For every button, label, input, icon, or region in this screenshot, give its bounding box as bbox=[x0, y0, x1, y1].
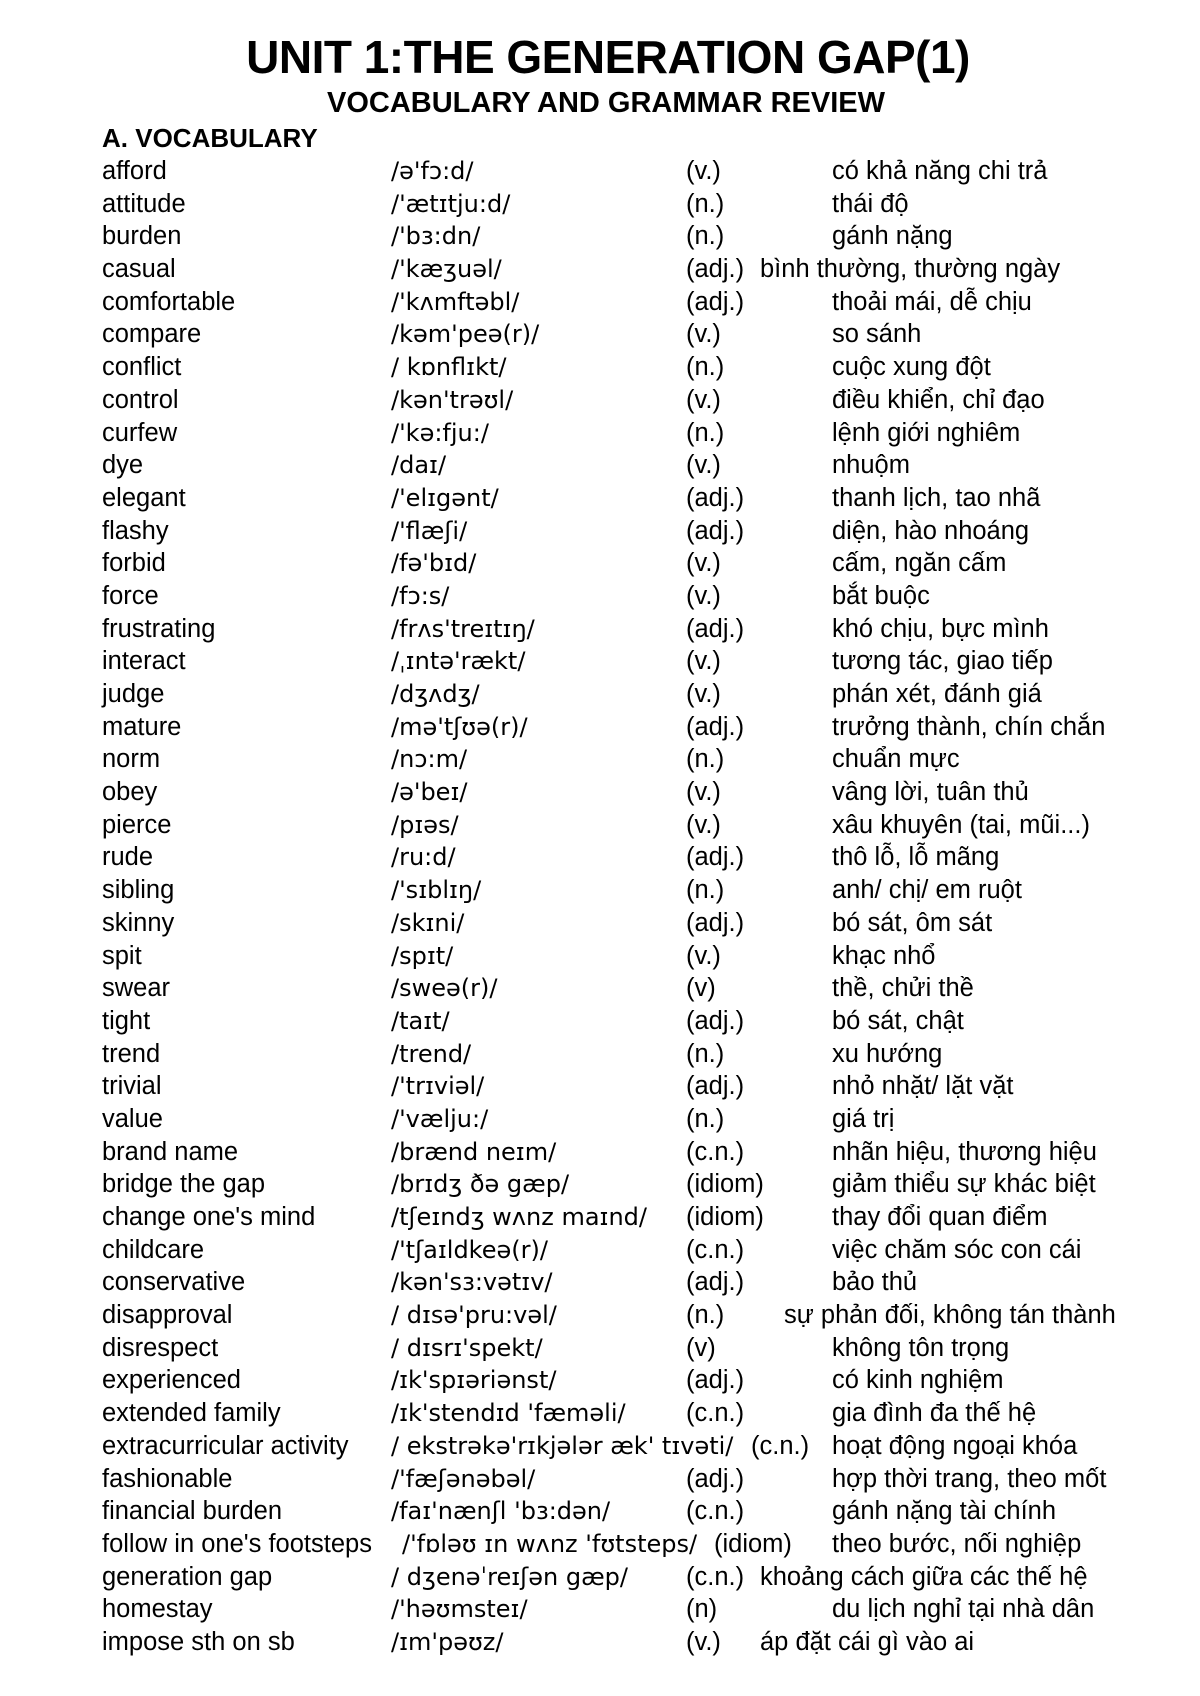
vocab-word: disrespect bbox=[102, 1333, 219, 1362]
vocab-word: obey bbox=[102, 778, 158, 807]
vocab-row bbox=[0, 1201, 1200, 1234]
vocab-row bbox=[0, 841, 1200, 874]
vocab-pronunciation: /kəm'peə(r)/ bbox=[391, 320, 540, 349]
vocab-word: skinny bbox=[102, 908, 175, 937]
vocab-row bbox=[0, 1332, 1200, 1365]
vocab-part-of-speech: (adj.) bbox=[686, 1006, 745, 1035]
vocab-part-of-speech: (c.n.) bbox=[686, 1562, 745, 1591]
vocab-word: swear bbox=[102, 974, 171, 1003]
vocab-part-of-speech: (n.) bbox=[686, 222, 725, 251]
vocab-pronunciation: /ˌɪntə'rækt/ bbox=[391, 647, 526, 676]
vocab-pronunciation: /fɔ:s/ bbox=[391, 581, 450, 610]
vocab-row bbox=[0, 253, 1200, 286]
vocab-meaning: gia đình đa thế hệ bbox=[832, 1399, 1037, 1428]
vocab-row bbox=[0, 449, 1200, 482]
vocab-part-of-speech: (n.) bbox=[686, 418, 725, 447]
vocab-word: sibling bbox=[102, 876, 175, 905]
vocab-part-of-speech: (c.n.) bbox=[686, 1235, 745, 1264]
vocab-pronunciation: /kən'trəʊl/ bbox=[391, 385, 514, 414]
vocab-meaning: so sánh bbox=[832, 320, 922, 349]
vocab-meaning: chuẩn mực bbox=[832, 745, 960, 774]
vocab-word: interact bbox=[102, 647, 186, 676]
vocab-meaning: việc chăm sóc con cái bbox=[832, 1235, 1082, 1264]
vocab-meaning: thanh lịch, tao nhã bbox=[832, 483, 1041, 512]
vocab-row bbox=[0, 1168, 1200, 1201]
vocab-meaning: gánh nặng tài chính bbox=[832, 1497, 1057, 1526]
vocab-part-of-speech: (v.) bbox=[686, 157, 721, 185]
vocab-pronunciation: /'sɪblɪŋ/ bbox=[391, 876, 482, 905]
vocab-word: compare bbox=[102, 320, 202, 349]
vocab-pronunciation: / dɪsə'pru:vəl/ bbox=[391, 1301, 557, 1330]
vocab-pronunciation: /'kʌmftəbl/ bbox=[391, 287, 520, 316]
vocab-pronunciation: /ə'fɔ:d/ bbox=[391, 157, 474, 185]
vocab-word: conflict bbox=[102, 353, 182, 382]
vocab-row bbox=[0, 220, 1200, 253]
vocab-part-of-speech: (v.) bbox=[686, 549, 721, 578]
vocab-meaning: bó sát, chật bbox=[832, 1006, 964, 1035]
vocab-pronunciation: /brɪdʒ ðə gæp/ bbox=[391, 1170, 570, 1199]
vocab-word: generation gap bbox=[102, 1562, 273, 1591]
vocab-row bbox=[0, 1005, 1200, 1038]
vocab-part-of-speech: (adj.) bbox=[686, 1072, 745, 1101]
vocab-meaning: lệnh giới nghiêm bbox=[832, 418, 1021, 447]
vocab-row bbox=[0, 1626, 1200, 1659]
vocab-meaning: xâu khuyên (tai, mũi...) bbox=[832, 810, 1090, 839]
vocab-row bbox=[0, 1136, 1200, 1169]
vocab-part-of-speech: (c.n.) bbox=[751, 1431, 810, 1460]
vocab-row bbox=[0, 874, 1200, 907]
vocab-pronunciation: /'fɒləʊ ɪn wʌnz 'fʊtsteps/ bbox=[402, 1529, 698, 1558]
vocab-part-of-speech: (idiom) bbox=[686, 1203, 764, 1231]
vocab-row bbox=[0, 1463, 1200, 1496]
vocab-row bbox=[0, 678, 1200, 711]
vocab-part-of-speech: (adj.) bbox=[686, 516, 745, 545]
vocab-pronunciation: / kɒnflɪkt/ bbox=[391, 353, 507, 382]
vocab-meaning: trưởng thành, chín chắn bbox=[832, 712, 1106, 741]
vocab-word: extended family bbox=[102, 1399, 281, 1428]
vocab-pronunciation: /faɪ'nænʃl 'bɜ:dən/ bbox=[391, 1497, 611, 1526]
vocab-pronunciation: /'ætɪtju:d/ bbox=[391, 189, 511, 218]
vocab-meaning: thô lỗ, lỗ mãng bbox=[832, 843, 1000, 872]
vocab-meaning: khó chịu, bực mình bbox=[832, 614, 1049, 643]
vocab-word: force bbox=[102, 581, 159, 610]
vocab-meaning: bắt buộc bbox=[832, 581, 930, 610]
vocab-meaning: diện, hào nhoáng bbox=[832, 516, 1030, 545]
vocab-row bbox=[0, 1266, 1200, 1299]
vocab-part-of-speech: (n.) bbox=[686, 745, 725, 774]
vocab-row bbox=[0, 318, 1200, 351]
page-subtitle: VOCABULARY AND GRAMMAR REVIEW bbox=[327, 87, 885, 119]
vocab-part-of-speech: (adj.) bbox=[686, 287, 745, 316]
vocab-word: change one's mind bbox=[102, 1203, 316, 1231]
vocab-part-of-speech: (v) bbox=[686, 974, 716, 1003]
vocab-part-of-speech: (adj.) bbox=[686, 483, 745, 512]
vocab-pronunciation: /nɔ:m/ bbox=[391, 745, 468, 774]
vocab-row bbox=[0, 907, 1200, 940]
vocab-word: childcare bbox=[102, 1235, 205, 1264]
vocab-word: afford bbox=[102, 157, 167, 185]
vocab-meaning: sự phản đối, không tán thành bbox=[784, 1301, 1116, 1330]
vocab-meaning: nhuộm bbox=[832, 451, 910, 480]
vocab-meaning: điều khiển, chỉ đạo bbox=[832, 385, 1045, 414]
vocab-pronunciation: /'vælju:/ bbox=[391, 1104, 489, 1133]
vocab-word: trend bbox=[102, 1039, 161, 1068]
vocab-meaning: khoảng cách giữa các thế hệ bbox=[760, 1562, 1088, 1591]
vocab-word: casual bbox=[102, 255, 176, 284]
vocab-word: value bbox=[102, 1104, 163, 1133]
vocab-pronunciation: /sweə(r)/ bbox=[391, 974, 498, 1003]
vocab-meaning: gánh nặng bbox=[832, 222, 953, 251]
vocab-pronunciation: /'elɪgənt/ bbox=[391, 483, 499, 512]
vocab-word: trivial bbox=[102, 1072, 162, 1101]
vocab-meaning: thay đổi quan điểm bbox=[832, 1203, 1048, 1231]
vocab-part-of-speech: (v.) bbox=[686, 680, 721, 708]
vocab-word: norm bbox=[102, 745, 161, 774]
vocab-part-of-speech: (c.n.) bbox=[686, 1137, 745, 1166]
vocab-row bbox=[0, 188, 1200, 221]
vocab-row bbox=[0, 711, 1200, 744]
vocab-meaning: giá trị bbox=[832, 1104, 895, 1133]
vocab-pronunciation: /'kæʒuəl/ bbox=[391, 255, 502, 284]
vocab-row bbox=[0, 417, 1200, 450]
vocab-pronunciation: /ɪk'spɪəriənst/ bbox=[391, 1366, 557, 1395]
vocab-pronunciation: /'trɪviəl/ bbox=[391, 1072, 485, 1101]
vocab-meaning: thái độ bbox=[832, 189, 909, 218]
vocab-meaning: áp đặt cái gì vào ai bbox=[760, 1627, 975, 1656]
vocab-part-of-speech: (adj.) bbox=[686, 255, 745, 284]
vocab-part-of-speech: (v.) bbox=[686, 941, 721, 970]
vocab-pronunciation: /'tʃaɪldkeə(r)/ bbox=[391, 1235, 548, 1264]
vocab-pronunciation: /dʒʌdʒ/ bbox=[391, 680, 480, 708]
vocab-pronunciation: /'kə:fju:/ bbox=[391, 418, 489, 447]
vocab-pronunciation: /taɪt/ bbox=[391, 1006, 450, 1035]
vocab-word: bridge the gap bbox=[102, 1170, 266, 1199]
vocab-row bbox=[0, 515, 1200, 548]
vocab-meaning: bảo thủ bbox=[832, 1268, 918, 1297]
vocab-part-of-speech: (adj.) bbox=[686, 843, 745, 872]
vocab-row bbox=[0, 1593, 1200, 1626]
vocab-part-of-speech: (adj.) bbox=[686, 1464, 745, 1493]
vocab-part-of-speech: (adj.) bbox=[686, 1366, 745, 1395]
vocab-row bbox=[0, 1495, 1200, 1528]
vocab-meaning: cuộc xung đột bbox=[832, 353, 991, 382]
vocab-meaning: vâng lời, tuân thủ bbox=[832, 778, 1029, 807]
vocab-meaning: có khả năng chi trả bbox=[832, 157, 1048, 185]
vocab-row bbox=[0, 384, 1200, 417]
vocab-row bbox=[0, 286, 1200, 319]
vocab-row bbox=[0, 155, 1200, 188]
vocab-row bbox=[0, 351, 1200, 384]
vocab-row bbox=[0, 547, 1200, 580]
vocab-meaning: nhỏ nhặt/ lặt vặt bbox=[832, 1072, 1014, 1101]
vocab-part-of-speech: (v.) bbox=[686, 1627, 721, 1656]
vocab-pronunciation: /ru:d/ bbox=[391, 843, 456, 872]
vocab-word: tight bbox=[102, 1006, 151, 1035]
vocab-word: impose sth on sb bbox=[102, 1627, 295, 1656]
vocab-pronunciation: /ɪm'pəʊz/ bbox=[391, 1627, 504, 1656]
vocab-pronunciation: /'flæʃi/ bbox=[391, 516, 468, 545]
vocab-part-of-speech: (n) bbox=[686, 1595, 718, 1624]
vocab-word: forbid bbox=[102, 549, 166, 578]
vocab-part-of-speech: (n.) bbox=[686, 353, 725, 382]
vocab-part-of-speech: (n.) bbox=[686, 189, 725, 218]
vocab-row bbox=[0, 1561, 1200, 1594]
vocab-pronunciation: / ekstrəkə'rɪkjələr æk' tɪvəti/ bbox=[391, 1431, 734, 1460]
vocab-word: brand name bbox=[102, 1137, 239, 1166]
vocab-meaning: không tôn trọng bbox=[832, 1333, 1010, 1362]
vocab-meaning: tương tác, giao tiếp bbox=[832, 647, 1053, 676]
vocab-row bbox=[0, 1299, 1200, 1332]
vocab-pronunciation: /skɪni/ bbox=[391, 908, 465, 937]
vocab-meaning: bình thường, thường ngày bbox=[760, 255, 1061, 284]
vocab-word: experienced bbox=[102, 1366, 241, 1395]
vocab-meaning: cấm, ngăn cấm bbox=[832, 549, 1007, 578]
vocab-word: comfortable bbox=[102, 287, 236, 316]
vocab-word: flashy bbox=[102, 516, 169, 545]
vocab-part-of-speech: (v.) bbox=[686, 385, 721, 414]
vocab-word: conservative bbox=[102, 1268, 246, 1297]
vocab-part-of-speech: (adj.) bbox=[686, 908, 745, 937]
vocab-pronunciation: / dɪsrɪ'spekt/ bbox=[391, 1333, 543, 1362]
vocab-part-of-speech: (n.) bbox=[686, 876, 725, 905]
vocab-word: burden bbox=[102, 222, 182, 251]
vocab-row bbox=[0, 1364, 1200, 1397]
vocab-part-of-speech: (idiom) bbox=[714, 1529, 792, 1558]
vocab-meaning: thoải mái, dễ chịu bbox=[832, 287, 1032, 316]
vocab-row bbox=[0, 1038, 1200, 1071]
vocab-meaning: hoạt động ngoại khóa bbox=[832, 1431, 1078, 1460]
vocab-pronunciation: /tʃeɪndʒ wʌnz maɪnd/ bbox=[391, 1203, 647, 1231]
vocab-row bbox=[0, 940, 1200, 973]
vocab-word: mature bbox=[102, 712, 182, 741]
vocab-part-of-speech: (adj.) bbox=[686, 614, 745, 643]
vocab-part-of-speech: (v.) bbox=[686, 581, 721, 610]
vocab-part-of-speech: (n.) bbox=[686, 1104, 725, 1133]
vocab-part-of-speech: (v.) bbox=[686, 320, 721, 349]
vocab-pronunciation: /spɪt/ bbox=[391, 941, 454, 970]
vocab-row bbox=[0, 1070, 1200, 1103]
vocab-pronunciation: /'bɜ:dn/ bbox=[391, 222, 481, 251]
vocab-part-of-speech: (v.) bbox=[686, 647, 721, 676]
vocab-word: extracurricular activity bbox=[102, 1431, 349, 1460]
vocab-row bbox=[0, 1397, 1200, 1430]
vocab-row bbox=[0, 645, 1200, 678]
vocab-word: fashionable bbox=[102, 1464, 233, 1493]
vocab-meaning: phán xét, đánh giá bbox=[832, 680, 1042, 708]
vocab-pronunciation: /'həʊmsteɪ/ bbox=[391, 1595, 528, 1624]
vocab-part-of-speech: (c.n.) bbox=[686, 1399, 745, 1428]
vocab-pronunciation: /trend/ bbox=[391, 1039, 472, 1068]
vocab-pronunciation: /kən'sɜ:vətɪv/ bbox=[391, 1268, 553, 1297]
vocab-word: elegant bbox=[102, 483, 186, 512]
vocab-meaning: khạc nhổ bbox=[832, 941, 936, 970]
vocab-word: judge bbox=[102, 680, 165, 708]
vocab-part-of-speech: (v.) bbox=[686, 778, 721, 807]
vocab-part-of-speech: (adj.) bbox=[686, 1268, 745, 1297]
vocab-part-of-speech: (c.n.) bbox=[686, 1497, 745, 1526]
vocab-row bbox=[0, 613, 1200, 646]
vocab-part-of-speech: (n.) bbox=[686, 1301, 725, 1330]
vocab-pronunciation: /ə'beɪ/ bbox=[391, 778, 468, 807]
vocab-pronunciation: /brænd neɪm/ bbox=[391, 1137, 557, 1166]
vocab-pronunciation: /mə'tʃʊə(r)/ bbox=[391, 712, 528, 741]
vocab-part-of-speech: (v) bbox=[686, 1333, 716, 1362]
vocab-row bbox=[0, 972, 1200, 1005]
vocab-word: homestay bbox=[102, 1595, 213, 1624]
vocab-meaning: du lịch nghỉ tại nhà dân bbox=[832, 1595, 1095, 1624]
vocab-row bbox=[0, 1430, 1200, 1463]
vocab-word: rude bbox=[102, 843, 154, 872]
vocab-part-of-speech: (v.) bbox=[686, 451, 721, 480]
vocab-meaning: theo bước, nối nghiệp bbox=[832, 1529, 1082, 1558]
vocab-meaning: có kinh nghiệm bbox=[832, 1366, 1004, 1395]
vocab-part-of-speech: (n.) bbox=[686, 1039, 725, 1068]
vocab-row bbox=[0, 580, 1200, 613]
vocab-part-of-speech: (v.) bbox=[686, 810, 721, 839]
vocab-word: frustrating bbox=[102, 614, 216, 643]
vocab-pronunciation: /fə'bɪd/ bbox=[391, 549, 477, 578]
vocab-row bbox=[0, 776, 1200, 809]
vocab-meaning: giảm thiểu sự khác biệt bbox=[832, 1170, 1096, 1199]
vocab-pronunciation: /'fæʃənəbəl/ bbox=[391, 1464, 536, 1493]
vocab-word: financial burden bbox=[102, 1497, 283, 1526]
vocab-word: spit bbox=[102, 941, 142, 970]
vocab-pronunciation: / dʒenəˈreɪʃən gæp/ bbox=[391, 1562, 628, 1591]
vocab-meaning: anh/ chị/ em ruột bbox=[832, 876, 1022, 905]
vocabulary-list bbox=[0, 155, 1200, 1659]
vocab-pronunciation: /frʌs'treɪtɪŋ/ bbox=[391, 614, 535, 643]
vocab-word: disapproval bbox=[102, 1301, 233, 1330]
vocab-row bbox=[0, 1234, 1200, 1267]
vocab-meaning: xu hướng bbox=[832, 1039, 943, 1068]
vocab-row bbox=[0, 809, 1200, 842]
vocab-row bbox=[0, 1528, 1200, 1561]
vocab-word: curfew bbox=[102, 418, 178, 447]
vocab-word: dye bbox=[102, 451, 144, 480]
vocab-pronunciation: /ɪk'stendɪd 'fæməli/ bbox=[391, 1399, 626, 1428]
vocab-pronunciation: /pɪəs/ bbox=[391, 810, 459, 839]
vocab-word: attitude bbox=[102, 189, 186, 218]
vocab-row bbox=[0, 482, 1200, 515]
vocab-part-of-speech: (idiom) bbox=[686, 1170, 764, 1199]
vocab-word: follow in one's footsteps bbox=[102, 1529, 372, 1558]
vocab-row bbox=[0, 1103, 1200, 1136]
vocab-pronunciation: /daɪ/ bbox=[391, 451, 447, 480]
vocab-meaning: bó sát, ôm sát bbox=[832, 908, 993, 937]
page-title: UNIT 1:THE GENERATION GAP(1) bbox=[246, 31, 970, 83]
vocab-meaning: nhãn hiệu, thương hiệu bbox=[832, 1137, 1097, 1166]
vocab-meaning: hợp thời trang, theo mốt bbox=[832, 1464, 1107, 1493]
vocab-row bbox=[0, 743, 1200, 776]
vocab-meaning: thề, chửi thề bbox=[832, 974, 974, 1003]
vocab-word: pierce bbox=[102, 810, 172, 839]
vocab-word: control bbox=[102, 385, 179, 414]
section-heading: A. VOCABULARY bbox=[102, 123, 318, 153]
vocab-part-of-speech: (adj.) bbox=[686, 712, 745, 741]
